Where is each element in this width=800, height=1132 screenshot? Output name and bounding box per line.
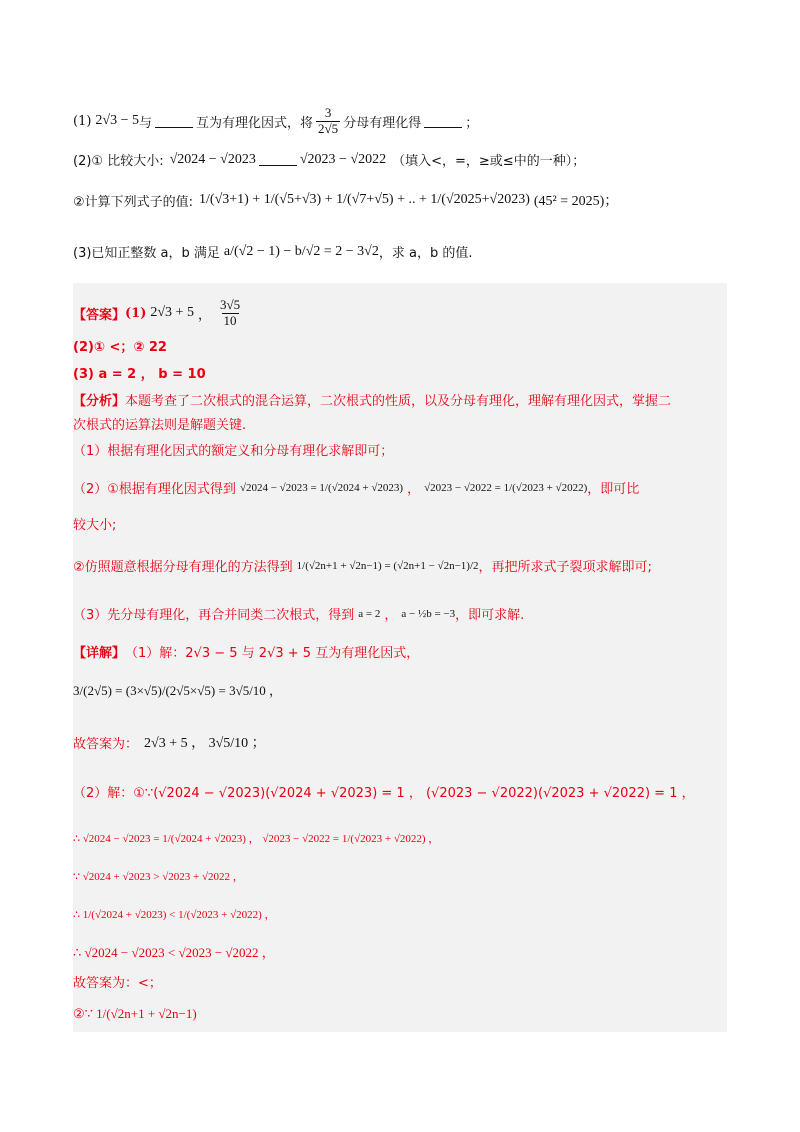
analysis-line-7: （3）先分母有理化，再合并同类二次根式，得到 a = 2 ， a − ½b = −3 ，即可求解. <box>73 604 524 623</box>
q1-blank-1 <box>155 115 193 128</box>
q2-right: √2023 − √2022 <box>299 151 387 167</box>
analysis-line-5: 较大小; <box>73 518 117 533</box>
analysis-line-3: （1）根据有理化因式的额定义和分母有理化求解即可； <box>73 444 394 459</box>
analysis-6a: ②仿照题意根据分母有理化的方法得到 <box>73 560 293 575</box>
answer-label: 【答案】 <box>73 307 126 323</box>
detail-line-8: ∴ √2024 − √2023 < √2023 − √2022 ， <box>73 945 275 960</box>
detail-3: 故答案为： <box>73 736 139 752</box>
analysis-6b: 1/(√2n+1 + √2n−1) = (√2n+1 − √2n−1)/2 <box>296 559 479 572</box>
analysis-line-6 <box>73 556 652 575</box>
detail-label: 【详解】 <box>73 646 126 661</box>
q2-prefix: (2)① 比较大小: <box>73 154 164 169</box>
q1-frac-den: 2√5 <box>318 120 339 136</box>
q3-eq: a/(√2 − 1) − b/√2 = 2 − 3√2 <box>223 243 379 259</box>
analysis-7d: ，即可求解. <box>455 608 525 623</box>
detail-line-2: 3/(2√5) = (3×√5)/(2√5×√5) = 3√5/10 ， <box>73 683 283 698</box>
q2-left: √2024 − √2023 <box>169 151 256 167</box>
analysis-line-1 <box>73 390 671 409</box>
q1-mid: 与 <box>139 115 153 131</box>
detail-line-10: ②∵ 1/(√2n+1 + √2n−1) <box>73 1006 197 1021</box>
analysis-line-4: （2）①根据有理化因式得到 √2024 − √2023 = 1/(√2024 + √2023) ， √2023 − √2022 = 1/(√2023 + √2022) ，即可比 <box>73 478 639 497</box>
analysis-line-2: 次根式的运算法则是解题关键. <box>73 418 247 433</box>
q1-expr: 2√3 − 5 <box>95 113 140 129</box>
answer-1-prefix: (1) <box>125 305 147 321</box>
answer-1: 【答案】 (1) 2√3 + 5 ， $\frac{3√5}{10}$ <box>73 297 241 328</box>
analysis-4d: ，即可比 <box>587 482 640 497</box>
q1-blank-2 <box>424 115 462 128</box>
question-3 <box>73 242 472 261</box>
analysis-4b: √2024 − √2023 = 1/(√2024 + √2023) <box>239 481 404 494</box>
detail-1: （1）解：2√3 − 5 与 2√3 + 5 互为有理化因式， <box>125 646 420 661</box>
detail-line-9: 故答案为：<； <box>73 976 162 991</box>
answer-1-frac-num: 3√5 <box>219 297 241 312</box>
analysis-1: 本题考查了二次根式的混合运算，二次根式的性质，以及分母有理化，理解有理化因式，掌握二 <box>125 394 672 409</box>
q2-hint: （填入<，=，≥或≤中的一种）； <box>392 154 586 169</box>
q1-prefix: (1) <box>73 113 92 129</box>
analysis-4a: （2）①根据有理化因式得到 <box>73 482 236 497</box>
detail-line-3 <box>73 732 266 752</box>
q1-end: ； <box>465 115 479 131</box>
detail-line-4: （2）解：①∵(√2024 − √2023)(√2024 + √2023) = 1 ， (√2023 − √2022)(√2023 + √2022) = 1 ， <box>73 786 695 801</box>
answer-3: (3) a = 2 ， b = 10 <box>73 367 206 382</box>
analysis-7a: （3）先分母有理化，再合并同类二次根式，得到 <box>73 608 355 623</box>
analysis-7b: a = 2 <box>358 607 381 620</box>
question-2-2 <box>73 190 618 210</box>
answer-1-val1: 2√3 + 5 <box>150 305 194 321</box>
question-1 <box>73 106 478 137</box>
q2-blank <box>259 153 297 166</box>
answer-1-frac-den: 10 <box>223 312 237 328</box>
q2b-prefix: ②计算下列式子的值: <box>73 194 194 210</box>
question-2-1 <box>73 150 585 169</box>
q1-frac-num: 3 <box>324 105 332 120</box>
analysis-7c: a − ½b = −3 <box>401 607 456 620</box>
q1-fraction <box>316 106 340 137</box>
answer-1-fraction <box>218 298 242 329</box>
detail-3-val: 2√3 + 5 ， 3√5/10 ； <box>144 736 266 751</box>
q3-text: (3)已知正整数 a，b 满足 <box>73 246 220 261</box>
q2b-expr: 1/(√3+1) + 1/(√5+√3) + 1/(√7+√5) + .. + 1/(√2025+√2023) <box>199 192 530 207</box>
answer-2: (2)① <；② 22 <box>73 340 167 355</box>
detail-line-1 <box>73 642 419 661</box>
q1-text2: 分母有理化得 <box>343 115 422 131</box>
analysis-label: 【分析】 <box>73 394 126 409</box>
detail-line-7: ∴ 1/(√2024 + √2023) < 1/(√2023 + √2022) ， <box>73 909 276 921</box>
detail-line-5: ∴ √2024 − √2023 = 1/(√2024 + √2023) ， √2023 − √2022 = 1/(√2023 + √2022) ， <box>73 833 440 845</box>
analysis-4c: √2023 − √2022 = 1/(√2023 + √2022) <box>424 481 588 494</box>
q1-text1: 互为有理化因式，将 <box>196 115 314 131</box>
analysis-6c: ，再把所求式子裂项求解即可; <box>478 560 652 575</box>
detail-line-6: ∵ √2024 + √2023 > √2023 + √2022 ， <box>73 871 244 883</box>
q3-tail: ，求 a，b 的值. <box>378 246 473 261</box>
q2b-note: (45² = 2025)； <box>533 194 619 209</box>
